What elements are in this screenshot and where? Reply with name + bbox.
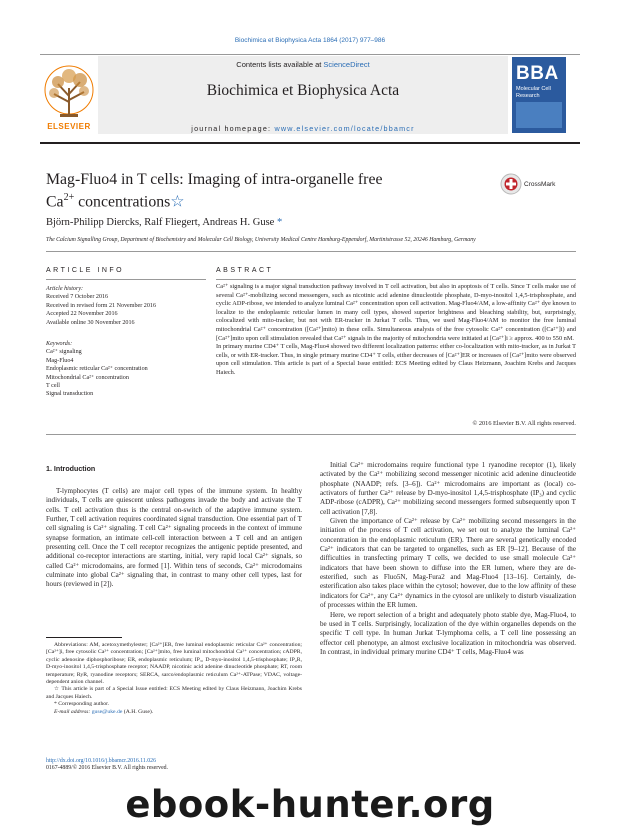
journal-title: Biochimica et Biophysica Acta [206, 82, 400, 99]
homepage-link[interactable]: www.elsevier.com/locate/bbamcr [274, 124, 415, 133]
keyword-item: Endoplasmic reticular Ca²⁺ concentration [46, 366, 148, 373]
keyword-item: T cell [46, 383, 60, 390]
body-left-column [46, 487, 302, 590]
footnote-corresponding: * Corresponding author. [54, 701, 110, 708]
keywords [46, 340, 206, 399]
journal-cover[interactable] [512, 57, 566, 133]
abstract-rule [216, 279, 576, 280]
affiliation: The Calcium Signalling Group, Department of Biochemistry and Molecular Cell Biology, University Medical Centre Hamburg-Eppendorf, Martinistrasse 52, 20246 Hamburg, Germany [46, 237, 476, 243]
crossmark-label: CrossMark [524, 181, 556, 188]
email-link[interactable]: guse@uke.de [91, 708, 123, 715]
article-info-heading: ARTICLE INFO [46, 267, 125, 274]
journal-reference[interactable]: Biochimica et Biophysica Acta 1864 (2017) 977–986 [234, 37, 386, 44]
footnote-special-issue: ☆ This article is part of a Special Issue entitled: ECS Meeting edited by Claus Heizmann, Joachim Krebs and Jacques Haiech. [46, 686, 302, 700]
publisher-name: ELSEVIER [47, 122, 91, 131]
abstract-copyright: © 2016 Elsevier B.V. All rights reserved. [472, 420, 576, 427]
affiliation-rule [46, 251, 576, 252]
email-prefix: E-mail address: [54, 708, 92, 715]
doi-block [46, 758, 168, 773]
abstract-paragraph-1: Ca²⁺ signaling is a major signal transduction pathway involved in T cell activation, but also in apoptosis of T cells. Since T cells make use of several Ca²⁺-mobilizing second messengers, such as nicotinic acid adenine dinucleotide phosphate, D-myo-inositol 1,4,5-trisphosphate, and cyclic ADP-ribose, we intended to analyze luminal Ca²⁺ concentration upon cell activation. Mag-Fluo4/AM, a low-affinity Ca²⁺ dye known to localize to the endoplasmic reticular lumen in many cell types, showed superior brightness and bleaching stability, but, surprisingly, colocalized with mito-tracker, but not with ER-tracker in Jurkat T cells. Thus, we used Mag-Fluo4/AM to monitor the free luminal mitochondrial Ca²⁺ concentration ([Ca²⁺]mito) in these cells. Simultaneous analysis of the free cytosolic Ca²⁺ concentration ([Ca²⁺]i) and [Ca²⁺]mito upon cell stimulation revealed that Ca²⁺ signals in the majority of mitochondria were initiated at [Ca²⁺]i ≥ approx. 400 to 550 nM. [216, 283, 576, 342]
abstract-paragraph-2: In primary murine CD4⁺ T cells, Mag-Fluo4 showed two different localization patterns: either co-localization with mito-tracker, as in Jurkat T cells, or with ER-tracker. Thus, in single primary murine CD4⁺ T cells, either decreases of [Ca²⁺]ER or increases of [Ca²⁺]mito were observed upon cell stimulation. This article is part of a Special Issue entitled: ECS Meeting edited by Claus Heizmann, Joachim Krebs and Jacques Haiech. [216, 343, 576, 376]
history-online: Available online 30 November 2016 [46, 319, 135, 326]
crossmark-icon [500, 173, 522, 195]
contents-line [98, 60, 508, 69]
title-ca-sup: 2+ [63, 192, 75, 203]
body-paragraph: Given the importance of Ca²⁺ release by Ca²⁺ mobilizing second messengers in the initiation of the process of T cell activation, we set out to analyze the luminal Ca²⁺ concentration in the endoplasmic reticulum (ER). There are several genetically encoded Ca²⁺ indicators that can be targeted to organelles, such as ER [9–12]. Because of the difficulties in transfecting primary T cells, we decided to use small molecule Ca²⁺ indicators that have been shown to diffuse into the ER lumen, where they are de-esterified, such as Fluo5N, Mag-Fura2 and Mag-Fluo4 [13–16]. Certainly, de-esterification also takes place within the cytosol; however, due to the low affinity of these indicators for Ca²⁺, any Ca²⁺ dynamics in the cytosol are unlikely to disturb visualization of processes within the ER lumen. [320, 517, 576, 610]
footnote-abbreviations: Abbreviations: AM, acetoxymethylester; [Ca²⁺]ER, free luminal endoplasmic reticular Ca²⁺ concentration; [Ca²⁺]i, free cytosolic Ca²⁺ concentration; [Ca²⁺]mito, free luminal mitochondrial Ca²⁺ concentration; cADPR, cyclic adenosine diphosphoribose; ER, endoplasmic reticulum; IP₃, D-myo-inositol 1,4,5-trisphosphate; IP₄R, D-myo-inositol 1,4,5-trisphosphate receptor; NAADP, nicotinic acid adenine dinucleotide phosphate; RT, room temperature; RyR, ryanodine receptors; SERCA, sarco/endoplasmic reticulum Ca²⁺-ATPase; VDAC, voltage-dependent anion channel. [46, 642, 302, 686]
introduction-heading: 1. Introduction [46, 465, 96, 473]
contents-prefix: Contents lists available at [236, 60, 324, 69]
history-received: Received 7 October 2016 [46, 294, 109, 301]
abstract-heading: ABSTRACT [216, 267, 274, 274]
title-footnote-star[interactable]: ☆ [170, 193, 185, 211]
history-revised: Received in revised form 21 November 2016 [46, 302, 156, 309]
article-title [46, 171, 486, 211]
keyword-item: Signal transduction [46, 391, 94, 398]
cover-image [516, 102, 562, 128]
body-right-column [320, 461, 576, 657]
title-line-2: concentrations [74, 193, 171, 211]
crossmark-badge[interactable] [500, 173, 566, 195]
email-suffix: (A.H. Guse). [122, 708, 154, 715]
doi-link[interactable]: http://dx.doi.org/10.1016/j.bbamcr.2016.11.026 [46, 758, 156, 764]
footnotes [46, 642, 302, 716]
keywords-label: Keywords: [46, 341, 73, 347]
author-list [46, 217, 282, 228]
corresponding-author-mark[interactable]: * [276, 217, 283, 228]
cover-bba: BBA [516, 63, 559, 84]
abstract-bottom-rule [46, 434, 576, 435]
header-top-rule [40, 54, 580, 55]
issn-line: 0167-4889/© 2016 Elsevier B.V. All rights reserved. [46, 765, 168, 772]
watermark: ebook-hunter.org [125, 783, 495, 826]
keyword-item: Ca²⁺ signaling [46, 349, 82, 356]
history-label: Article history: [46, 286, 84, 292]
header-bottom-rule [40, 142, 580, 144]
article-info-rule [46, 279, 206, 280]
authors-names: Björn-Philipp Diercks, Ralf Fliegert, Andreas H. Guse [46, 217, 277, 228]
title-ca: Ca [46, 193, 64, 211]
body-paragraph: Here, we report selection of a bright and adequately photo stable dye, Mag-Fluo4, to be used in T cells. Surprisingly, localization of the dye within organelles depends on the specific T cell type. In human Jurkat T-lymphoma cells, a T cell line possessing an effector cell phenotype, an almost exclusive localization in mitochondria was observed. In contrast, in individual primary murine CD4⁺ T cells, Mag-Fluo4 was [320, 610, 576, 656]
article-history [46, 285, 206, 327]
body-paragraph: T-lymphocytes (T cells) are major cell types of the immune system. In healthy individuals, T cells are quiescent unless pathogens invade the body and activate the T cells. T cell activation thus is the central on-switch of the adaptive immune system. Further, T cell activation requires coordinated signal transduction. One essential part of T cell signaling is Ca²⁺ signaling. T cell Ca²⁺ signaling proceeds in the context of immune synapse formation, an intimate cell-cell interaction between a T cell and an antigen presenting cell. Once the T cell receptor recognizes the antigenic peptide presented, and additional co-receptor interactions are starting, initial, very rapid local Ca²⁺ signals, so called Ca²⁺ microdomains, are formed [1]. Within tens of seconds, Ca²⁺ microdomains culminate into global Ca²⁺ signaling that, in contrast to many other cell types, last for hours (reviewed in [2]). [46, 487, 302, 589]
sciencedirect-link[interactable]: ScienceDirect [323, 60, 370, 69]
abstract-body [216, 283, 576, 378]
footnote-rule [46, 637, 122, 638]
keyword-item: Mag-Fluo4 [46, 357, 74, 364]
keyword-item: Mitochondrial Ca²⁺ concentration [46, 374, 129, 381]
footnote-email [46, 709, 302, 716]
homepage-prefix: journal homepage: [191, 124, 275, 133]
cover-subtitle: Molecular Cell Research [516, 86, 551, 99]
journal-homepage [98, 124, 508, 133]
history-accepted: Accepted 22 November 2016 [46, 311, 118, 318]
title-line-1: Mag-Fluo4 in T cells: Imaging of intra-organelle free [46, 171, 383, 188]
body-paragraph: Initial Ca²⁺ microdomains require functional type 1 ryanodine receptor (1), likely activated by the Ca²⁺ mobilizing second messenger nicotinic acid adenine dinucleotide phosphate (NAADP; refs. [3–6]). Ca²⁺ microdomains are important as (local) co-activators of further Ca²⁺ release by D-myo-inositol 1,4,5-trisphosphate (IP₃) and cyclic ADP-ribose (cADPR), Ca²⁺ mobilizing second messengers formed subsequently upon T cell activation [7,8]. [320, 461, 576, 516]
